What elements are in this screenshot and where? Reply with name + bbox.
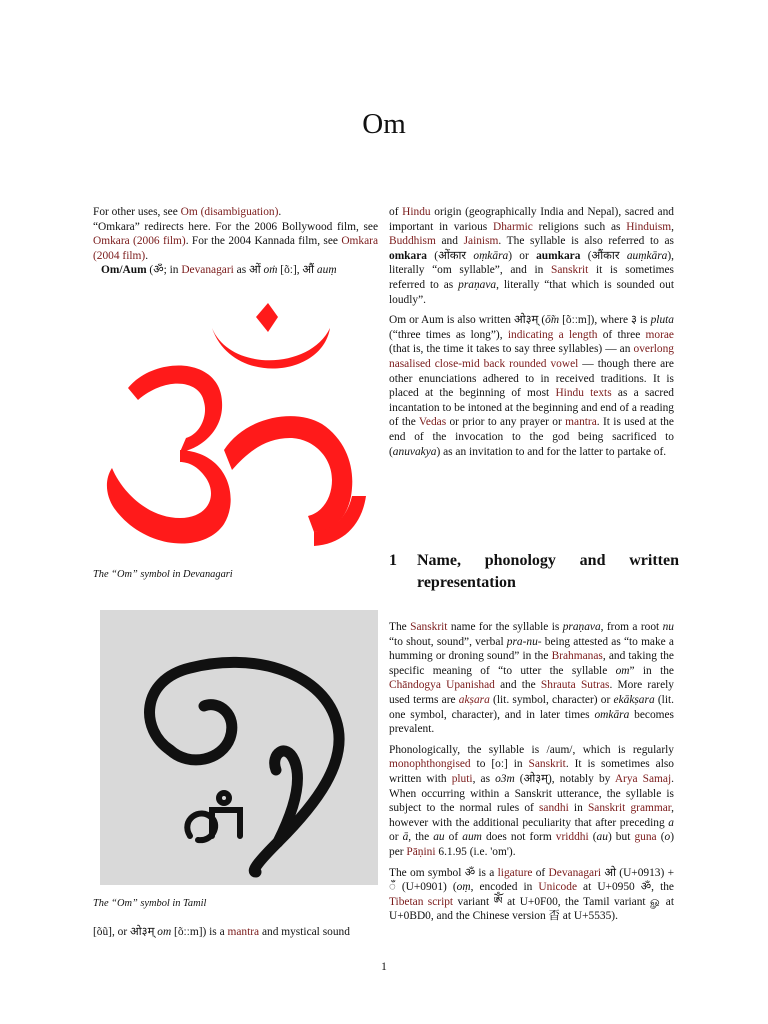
link-brahmanas[interactable]: Brahmanas <box>551 650 603 663</box>
text: — though there are other enunciations adhered to in received traditions. It is placed at the beginning of most <box>389 357 674 400</box>
italic-text: o3m <box>495 772 515 785</box>
link-omkara-2006[interactable]: Omkara (2006 film) <box>93 235 186 248</box>
text: , the <box>408 831 434 844</box>
text: , and taking the specific meaning of “to utter the syllable <box>389 650 674 677</box>
link-vriddhi[interactable]: vriddhi <box>555 831 589 844</box>
bottom-text: [õːːm]) is a <box>171 926 228 938</box>
link-devanagari-2[interactable]: Devanagari <box>548 866 602 879</box>
lead-italic: auṃ <box>316 264 337 277</box>
link-shrauta-sutras[interactable]: Shrauta Sutras <box>540 679 610 692</box>
link-buddhism[interactable]: Buddhism <box>389 235 436 248</box>
italic-text: praṇava <box>562 621 601 633</box>
text: religions such as <box>532 220 627 233</box>
text: , as <box>472 772 496 785</box>
text: , from a root <box>600 621 663 633</box>
paragraph-phonology <box>389 743 674 860</box>
italic-text: oṃ <box>456 881 471 894</box>
left-bottom-text <box>93 925 378 940</box>
caption-tamil: The “Om” symbol in Tamil <box>93 898 207 909</box>
text: ( <box>656 831 665 844</box>
lead-text: (ॐ; in <box>146 264 182 277</box>
text: ), literally “om syllable”, and in <box>389 249 674 277</box>
text: or <box>389 831 403 844</box>
hatnote-text: . For the 2004 Kannada film, see <box>185 235 342 248</box>
text: The om symbol ॐ is a <box>389 866 498 879</box>
paragraph-pluta <box>389 313 674 459</box>
text: ( <box>588 831 597 844</box>
italic-text: anuvakya <box>392 445 437 458</box>
text: [õːːm]), where ३ is <box>559 314 651 327</box>
link-hindu[interactable]: Hindu <box>402 206 431 218</box>
text: and the <box>494 679 541 692</box>
text: ) as an invitation to and for the latter to partake of. <box>436 445 667 458</box>
right-column <box>389 205 674 465</box>
section-title: Name, phonology and written representation <box>417 552 679 591</box>
hatnote-disambiguation <box>93 205 378 220</box>
text: of <box>389 206 403 218</box>
link-vedas[interactable]: Vedas <box>418 416 447 429</box>
link-hinduism[interactable]: Hinduism <box>626 220 672 233</box>
text: at U+0950 ॐ, the <box>577 881 674 894</box>
text: . The syllable is also referred to as <box>498 235 674 248</box>
text: , however with the additional peculiarity that after preceding <box>389 802 674 829</box>
text: it is sometimes referred to as <box>389 264 674 291</box>
link-morae[interactable]: morae <box>645 328 674 341</box>
text: 6.1.95 (i.e. 'om'). <box>435 845 516 858</box>
section-heading <box>389 550 679 594</box>
italic-text: nu <box>662 621 674 633</box>
text: ) or <box>508 249 537 262</box>
italic-text: ekākṣara <box>613 693 655 706</box>
link-sanskrit-grammar[interactable]: Sanskrit grammar <box>587 802 672 815</box>
text: origin (geographically India and Nepal), sacred and important in various <box>389 206 675 233</box>
text: name for the syllable is <box>447 621 563 633</box>
text: of <box>444 831 463 844</box>
italic-text: omkāra <box>594 708 630 721</box>
text: ) but <box>607 831 635 844</box>
link-unicode[interactable]: Unicode <box>538 881 577 894</box>
link-jainism[interactable]: Jainism <box>463 235 499 248</box>
text: . It is used at the end of the invocation to the god being sacrificed to ( <box>389 416 674 458</box>
link-mantra-2[interactable]: mantra <box>565 416 597 429</box>
right-column-section <box>389 620 674 930</box>
italic-text: om <box>615 664 630 677</box>
link-arya-samaj[interactable]: Arya Samaj <box>614 772 672 785</box>
link-tibetan-script[interactable]: Tibetan script <box>389 895 454 908</box>
text: of three <box>597 328 646 341</box>
text: , encoded in <box>470 881 539 894</box>
link-omkara-2004[interactable]: Omkara (2004 film) <box>93 235 379 262</box>
italic-text: auṃkāra <box>626 249 668 262</box>
text: ओ (U+0913) + ँ (U+0901) ( <box>389 866 675 894</box>
link-vowel[interactable]: overlong nasalised close-mid back rounded vowel <box>389 343 674 370</box>
text: (that is, the time it takes to say three syllables) — an <box>389 343 634 356</box>
paragraph-unicode <box>389 866 674 924</box>
text: variant ༀ at U+0F00, the Tamil variant ௐ at U+0BD0, and the Chinese version 㫘 at U+5535). <box>389 895 675 923</box>
link-devanagari[interactable]: Devanagari <box>181 264 234 277</box>
link-guna[interactable]: guna <box>634 831 657 844</box>
text: (lit. symbol, character) or <box>489 693 614 706</box>
italic-text: pra-nu- <box>506 635 542 648</box>
bold-text: omkara <box>389 249 427 262</box>
link-om-disambiguation[interactable]: Om (disambiguation) <box>180 206 279 218</box>
om-devanagari-image <box>100 300 380 555</box>
italic-text: ā <box>402 831 409 844</box>
lead-text: as ओं <box>233 264 264 277</box>
text: ) per <box>389 831 674 858</box>
text: “to shout, sound”, verbal <box>389 635 507 648</box>
om-tamil-image <box>100 610 378 885</box>
link-aksara[interactable]: akṣara <box>458 693 490 706</box>
text: (औंकार <box>580 249 627 262</box>
hatnote-text: For other uses, see <box>93 206 181 218</box>
text: (lit. one symbol, character), and in later times <box>389 693 675 721</box>
italic-text: au <box>433 831 445 844</box>
text: (ओ३म्), notably by <box>514 772 615 785</box>
italic-text: ō̃m <box>545 314 560 327</box>
text: Phonologically, the syllable is /aum/, which is regularly <box>389 743 674 756</box>
text: . More rarely used terms are <box>389 679 674 706</box>
link-monophthongised[interactable]: monophthongised <box>389 758 471 771</box>
italic-text: aum <box>462 831 482 844</box>
link-sanskrit[interactable]: Sanskrit <box>551 264 589 277</box>
text: to [oː] in <box>470 758 529 771</box>
text: (ओंकार <box>426 249 474 262</box>
paragraph-origin <box>389 205 674 307</box>
bottom-text: [õũ], or ओ३म् <box>93 926 158 938</box>
link-hindu-texts[interactable]: Hindu texts <box>555 387 612 400</box>
link-ligature[interactable]: ligature <box>497 866 533 879</box>
link-sanskrit-2[interactable]: Sanskrit <box>410 621 448 633</box>
hatnote-text: . <box>278 206 282 218</box>
left-column <box>93 205 378 284</box>
page-number: 1 <box>381 961 387 973</box>
text: of <box>532 866 549 879</box>
lead-italic: oṁ <box>263 264 278 277</box>
page-title: Om <box>362 108 406 140</box>
text: The <box>389 621 411 633</box>
link-chandogya[interactable]: Chāndogya Upanishad <box>389 679 495 692</box>
lead-paragraph <box>93 263 378 278</box>
section-number: 1 <box>389 552 397 569</box>
link-pluti[interactable]: pluti <box>451 772 473 785</box>
italic-text: praṇava <box>458 278 497 291</box>
link-mantra[interactable]: mantra <box>227 926 260 938</box>
text: . It is sometimes also written with <box>389 758 674 785</box>
italic-text: a <box>668 816 674 829</box>
italic-text: pluta <box>650 314 674 327</box>
text: Om or Aum is also written ओ३म् ( <box>389 314 546 327</box>
paragraph-name <box>389 620 674 737</box>
link-indicating-length[interactable]: indicating a length <box>507 328 598 341</box>
hatnote-text: “Omkara” redirects here. For the 2006 Bollywood film, see <box>93 220 378 233</box>
text: (“three times as long”), <box>389 328 508 341</box>
lead-text: [õː], औं <box>277 264 317 277</box>
text: , literally “that which is sounded out loudly”. <box>389 278 674 306</box>
caption-devanagari: The “Om” symbol in Devanagari <box>93 569 233 580</box>
text: and <box>435 235 464 248</box>
italic-text: au <box>596 831 608 844</box>
text: does not form <box>481 831 556 844</box>
text: , <box>671 220 674 233</box>
text: being attested as “to make a humming or droning sound” in the <box>389 635 674 663</box>
bottom-italic: om <box>157 926 172 938</box>
text: or prior to any prayer or <box>446 416 566 429</box>
hatnote-omkara <box>93 220 378 264</box>
bold-text: aumkara <box>536 249 581 262</box>
link-panini[interactable]: Pāṇini <box>406 845 436 858</box>
text: . When occurring within a Sanskrit utterance, the syllable is subject to the normal rules of <box>389 772 674 815</box>
link-dharmic[interactable]: Dharmic <box>493 220 533 233</box>
text: in <box>568 802 588 815</box>
italic-text: oṃkāra <box>473 249 509 262</box>
hatnote-text: . <box>145 249 149 262</box>
text: as a sacred incantation to be intoned at the beginning and end of a reading of the <box>389 387 674 429</box>
italic-text: o <box>664 831 671 844</box>
text: becomes prevalent. <box>389 708 674 736</box>
link-sandhi[interactable]: sandhi <box>539 802 569 815</box>
link-sanskrit-3[interactable]: Sanskrit <box>528 758 566 771</box>
lead-bold: Om/Aum <box>101 264 147 277</box>
bottom-text: and mystical sound <box>259 926 350 938</box>
text: ” in the <box>629 664 674 677</box>
